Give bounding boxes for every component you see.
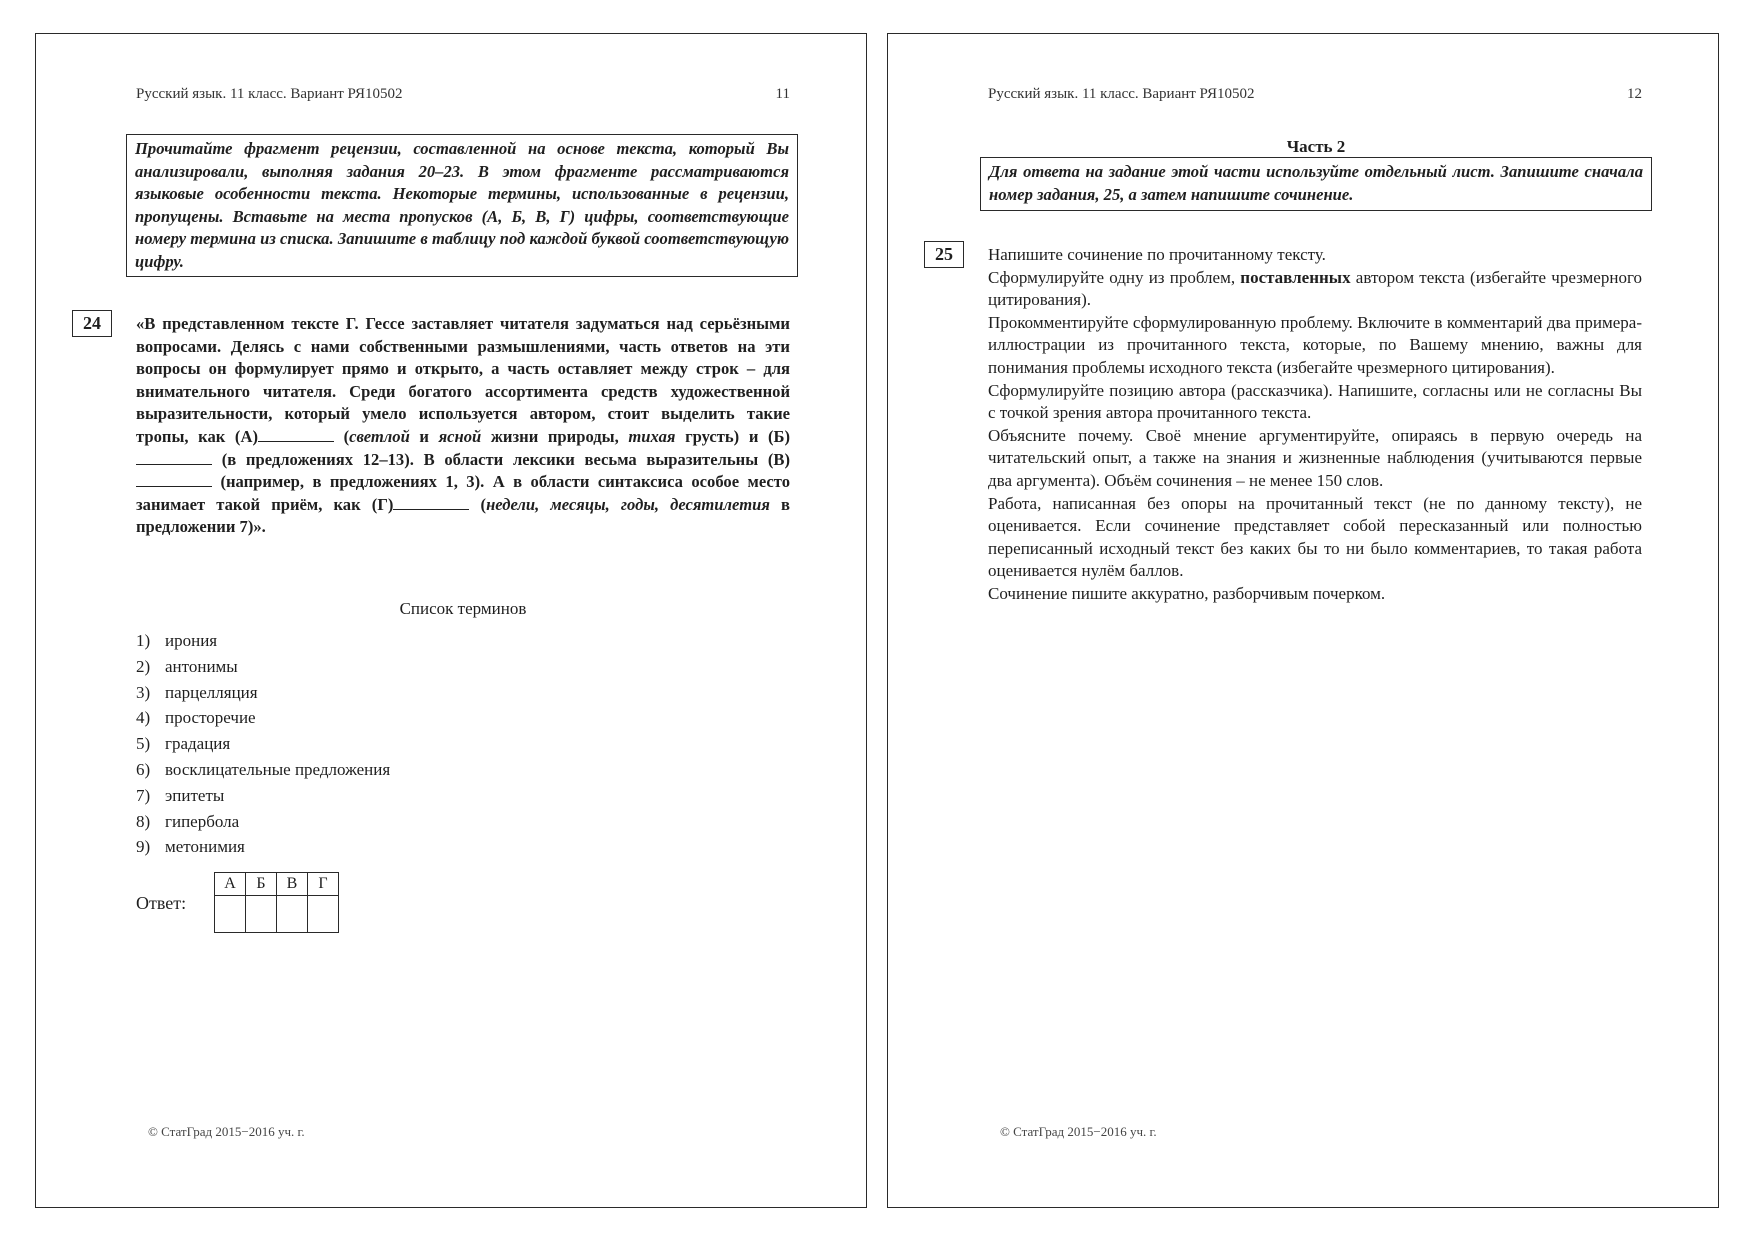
essay-paragraph: Сформулируйте позицию автора (рассказчика). Напишите, согласны или не согласны Вы с точкой зрения автора прочитанного текста. xyxy=(988,380,1642,423)
part-title: Часть 2 xyxy=(1286,137,1346,156)
answer-cell-v[interactable] xyxy=(277,896,308,933)
answer-header-a: А xyxy=(215,873,246,896)
answer-header-v: В xyxy=(277,873,308,896)
term-item: 8) гипербола xyxy=(136,811,240,831)
blank-v xyxy=(136,472,212,487)
part-2-instruction-box: Для ответа на задание этой части используйте отдельный лист. Запишите сначала номер задания, 25, а затем напишите сочинение. xyxy=(980,157,1652,211)
blank-g xyxy=(393,495,469,510)
page-11 xyxy=(35,33,867,1208)
blank-b xyxy=(136,450,212,465)
page-header-title: Русский язык. 11 класс. Вариант РЯ10502 xyxy=(136,86,403,102)
terms-list xyxy=(136,628,390,860)
answer-header-b: Б xyxy=(246,873,277,896)
essay-paragraph: Сформулируйте одну из проблем, поставленных автором текста (избегайте чрезмерного цитирования). xyxy=(988,267,1642,310)
task-number-25: 25 xyxy=(924,241,964,268)
term-item: 9) метонимия xyxy=(136,837,245,857)
term-item: 4) просторечие xyxy=(136,708,256,728)
term-item: 3) парцелляция xyxy=(136,682,258,702)
blank-a xyxy=(258,427,334,442)
term-item: 7) эпитеты xyxy=(136,785,225,805)
terms-list-title: Список терминов xyxy=(399,599,527,618)
task-24-instruction-box: Прочитайте фрагмент рецензии, составленной на основе текста, который Вы анализировали, выполняя задания 20–23. В этом фрагменте рассматриваются языковые особенности текста. Некоторые термины, использованные в рецензии, пропущены. Вставьте на места пропусков (А, Б, В, Г) цифры, соответствующие номеру термина из списка. Запишите в таблицу под каждой буквой соответствующую цифру. xyxy=(126,134,798,277)
review-fragment: «В представленном тексте Г. Гессе заставляет читателя задуматься над серьёзными вопросами. Делясь с нами собственными размышлениями, часть ответов на эти вопросы он формулирует прямо и открыто, а часть оставляет между строк – для внимательного читателя. Среди богатого ассортимента средств художественной выразительности, который умело используется автором, стоит выделить такие тропы, как (А) (светлой и ясной жизни природы, тихая грусть) и (Б) (в предложениях 12–13). В области лексики весьма выразительны (В) (например, в предложениях 1, 3). А в области синтаксиса особое место занимает такой приём, как (Г) (недели, месяцы, годы, десятилетия в предложении 7)». xyxy=(136,314,791,537)
page-footer: © СтатГрад 2015−2016 уч. г. xyxy=(148,1124,305,1139)
essay-paragraph: Работа, написанная без опоры на прочитанный текст (не по данному тексту), не оценивается. Если сочинение представляет собой пересказанный или полностью переписанный исходный текст без каких бы то ни было комментариев, то такая работа оценивается нулём баллов. xyxy=(988,493,1642,581)
answer-header-g: Г xyxy=(308,873,339,896)
page-footer: © СтатГрад 2015−2016 уч. г. xyxy=(1000,1124,1157,1139)
answer-cell-a[interactable] xyxy=(215,896,246,933)
page-number: 11 xyxy=(775,86,790,102)
answer-label: Ответ: xyxy=(136,893,187,913)
term-item: 1) ирония xyxy=(136,631,218,650)
page-number: 12 xyxy=(1627,86,1642,102)
page-header-title: Русский язык. 11 класс. Вариант РЯ10502 xyxy=(988,86,1255,102)
answer-table xyxy=(214,872,339,933)
essay-task-text xyxy=(988,244,1642,606)
term-item: 5) градация xyxy=(136,734,231,754)
answer-cell-g[interactable] xyxy=(308,896,339,933)
essay-paragraph: Объясните почему. Своё мнение аргументируйте, опираясь в первую очередь на читательский опыт, а также на знания и жизненные наблюдения (учитываются первые два аргумента). Объём сочинения – не менее 150 слов. xyxy=(988,425,1642,490)
term-item: 2) антонимы xyxy=(136,656,238,676)
task-number-24: 24 xyxy=(72,310,112,337)
page-12 xyxy=(887,33,1719,1208)
term-item: 6) восклицательные предложения xyxy=(136,759,391,779)
essay-paragraph: Сочинение пишите аккуратно, разборчивым почерком. xyxy=(988,583,1386,603)
answer-cell-b[interactable] xyxy=(246,896,277,933)
essay-paragraph: Напишите сочинение по прочитанному тексту. xyxy=(988,245,1326,264)
essay-paragraph: Прокомментируйте сформулированную проблему. Включите в комментарий два примера-иллюстрации из прочитанного текста, которые, по Вашему мнению, важны для понимания проблемы исходного текста (избегайте чрезмерного цитирования). xyxy=(988,312,1642,377)
